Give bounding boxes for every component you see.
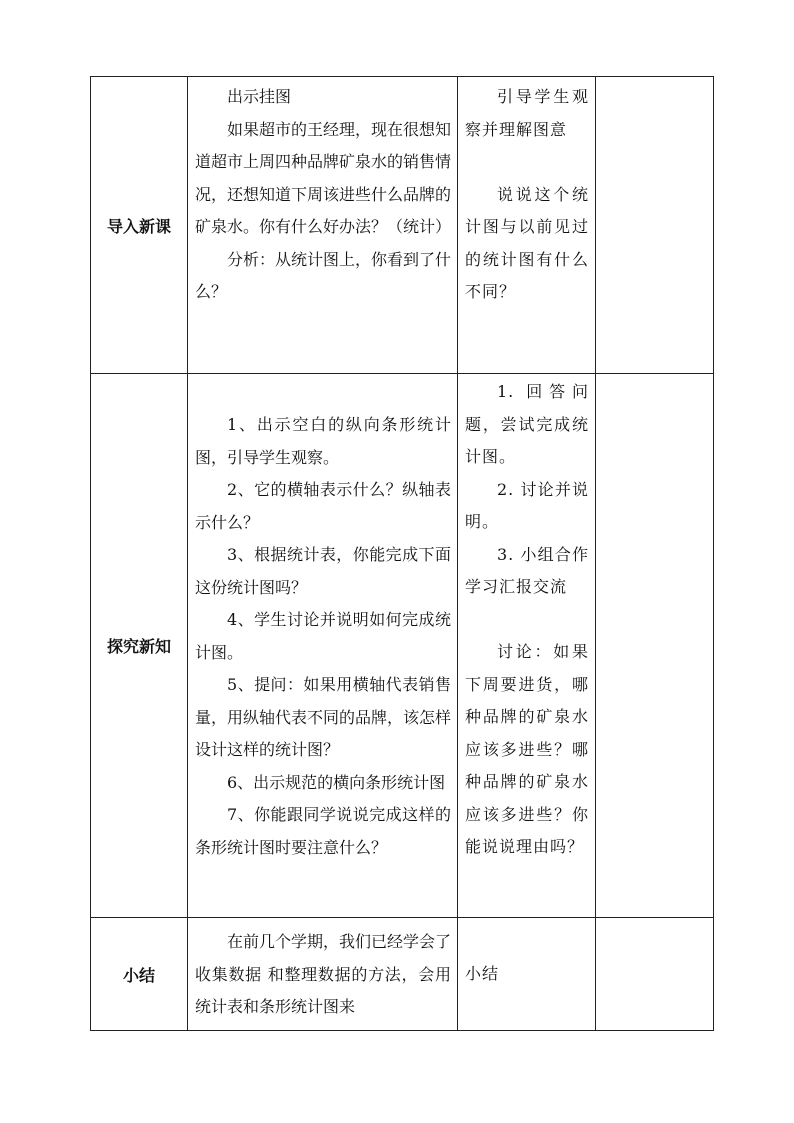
stage-cell: 小结	[91, 918, 188, 1031]
notes-cell	[596, 374, 714, 918]
teacher-line: 7、你能跟同学说说完成这样的条形统计图时要注意什么？	[195, 805, 451, 857]
student-line: 3. 小组合作学习汇报交流	[465, 544, 589, 596]
stage-cell: 探究新知	[91, 374, 188, 918]
teacher-line: 3、根据统计表，你能完成下面这份统计图吗？	[195, 545, 451, 597]
teacher-line: 1、出示空白的纵向条形统计图，引导学生观察。	[195, 415, 451, 467]
student-line: 小结	[465, 964, 500, 983]
teacher-line: 如果超市的王经理，现在很想知道超市上周四种品牌矿泉水的销售情况，还想知道下周该进些什么品牌的矿泉水。你有什么好办法？（统计）	[195, 119, 452, 236]
student-activity-cell	[458, 374, 596, 918]
teacher-activity-cell	[188, 374, 458, 918]
stage-cell: 导入新课	[91, 77, 188, 374]
student-line: 说说这个统计图与以前见过的统计图有什么不同？	[465, 184, 589, 301]
teacher-line: 6、出示规范的横向条形统计图	[227, 772, 446, 792]
teacher-activity-cell	[188, 77, 458, 374]
teacher-activity-cell	[188, 918, 458, 1031]
student-line: 1. 回答问题，尝试完成统计图。	[465, 382, 589, 466]
spacer	[465, 604, 589, 637]
notes-cell	[596, 77, 714, 374]
teacher-line: 分析：从统计图上，你看到了什么？	[195, 249, 452, 301]
teacher-line: 5、提问：如果用横轴代表销售量，用纵轴代表不同的品牌，该怎样设计这样的统计图？	[195, 675, 452, 759]
lesson-plan-table	[90, 76, 714, 1031]
table-row	[91, 77, 714, 374]
student-activity-cell	[458, 77, 596, 374]
teacher-line: 2、它的横轴表示什么？纵轴表示什么？	[195, 480, 451, 532]
teacher-line: 4、学生讨论并说明如何完成统计图。	[195, 610, 451, 662]
student-activity-cell	[458, 918, 596, 1031]
student-line: 讨论：如果下周要进货，哪种品牌的矿泉水应该多进些？哪种品牌的矿泉水应该多进些？你能说说理由吗？	[465, 642, 589, 856]
table-row	[91, 374, 714, 918]
teacher-line: 出示挂图	[227, 87, 292, 106]
teacher-line: 在前几个学期，我们已经学会了收集数据 和整理数据的方法，会用统计表和条形统计图来	[195, 932, 452, 1016]
spacer	[465, 146, 589, 179]
notes-cell	[596, 918, 714, 1031]
table-row	[91, 918, 714, 1031]
student-line: 引导学生观察并理解图意	[465, 87, 589, 139]
student-line: 2. 讨论并说明。	[465, 479, 589, 531]
